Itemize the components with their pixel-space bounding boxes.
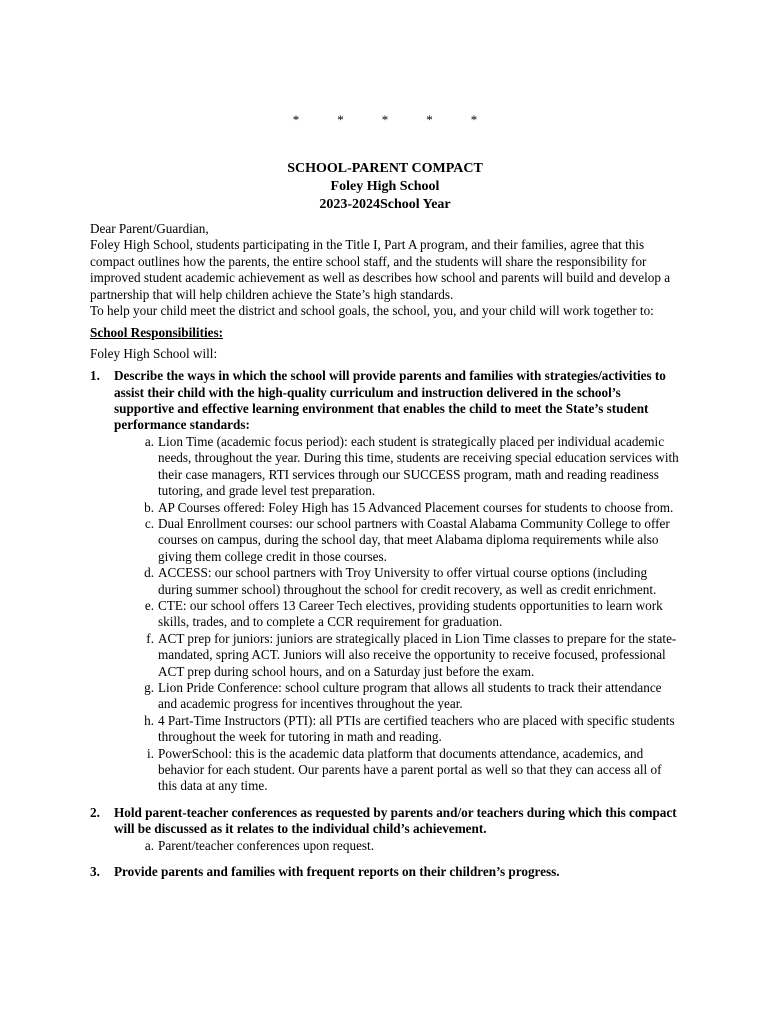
sub-text: Lion Time (academic focus period): each student is strategically placed per individual academic needs, throughout the year. During this time, students are receiving special education services with their case managers, RTI services through our SUCCESS program, math and reading readiness tutoring, and grade level test preparation.	[158, 433, 679, 499]
sub-text: Parent/teacher conferences upon request.	[158, 837, 375, 853]
sub-list	[114, 838, 680, 854]
goals-paragraph: To help your child meet the district and school goals, the school, you, and your child will work together to:	[90, 303, 654, 319]
list-item	[90, 368, 680, 795]
asterisk: *	[381, 112, 389, 127]
sub-item	[114, 500, 680, 516]
asterisk: *	[470, 112, 478, 127]
sub-text: Dual Enrollment courses: our school partners with Coastal Alabama Community College to offer courses on campus, during the school day, that meet Alabama diploma requirements while also giving them college credit in those courses.	[158, 515, 670, 564]
sub-text: ACT prep for juniors: juniors are strategically placed in Lion Time classes to prepare for the state-mandated, spring ACT. Juniors will also receive the opportunity to receive focused, professional ACT prep during school hours, and on a Saturday just before the exam.	[158, 630, 677, 679]
sub-letter: i.	[147, 745, 154, 761]
sub-text: ACCESS: our school partners with Troy University to offer virtual course options (including during summer school) throughout the school for credit recovery, as well as credit enrichment.	[158, 565, 657, 597]
item-heading: Hold parent-teacher conferences as requested by parents and/or teachers during which this compact will be discussed as it relates to the individual child’s achievement.	[114, 804, 677, 837]
sub-letter: g.	[144, 679, 154, 695]
item-number: 3.	[90, 864, 100, 880]
school-name: Foley High School	[330, 179, 440, 194]
sub-item	[114, 516, 680, 565]
sub-letter: a.	[144, 837, 154, 853]
sub-item	[114, 680, 680, 713]
sub-letter: c.	[144, 515, 154, 531]
asterisk: *	[426, 112, 433, 127]
sub-text: PowerSchool: this is the academic data platform that documents attendance, academics, and behavior for each student. Our parents have a parent portal as well so that they can access all of this data at any time.	[158, 745, 662, 794]
item-number: 1.	[90, 368, 100, 384]
sub-item	[114, 838, 680, 854]
asterisk: *	[337, 112, 344, 127]
asterisk: *	[292, 112, 300, 127]
sub-letter: a.	[144, 433, 154, 449]
sub-item	[114, 434, 680, 500]
sub-item	[114, 598, 680, 631]
salutation: Dear Parent/Guardian,	[90, 221, 209, 236]
sub-text: 4 Part-Time Instructors (PTI): all PTIs are certified teachers who are placed with specific students throughout the week for tutoring in math and reading.	[158, 712, 675, 745]
sub-item	[114, 713, 680, 746]
section-lead: Foley High School will:	[90, 345, 218, 361]
sub-list	[114, 434, 680, 795]
sub-item	[114, 631, 680, 680]
document-body	[90, 221, 680, 880]
sub-letter: e.	[144, 597, 154, 613]
school-year: 2023-2024School Year	[319, 197, 451, 212]
list-item	[90, 864, 680, 880]
sub-text: AP Courses offered: Foley High has 15 Advanced Placement courses for students to choose from.	[158, 499, 674, 515]
document-title: SCHOOL-PARENT COMPACT	[287, 161, 483, 176]
sub-letter: b.	[144, 499, 154, 515]
item-number: 2.	[90, 804, 100, 820]
sub-text: Lion Pride Conference: school culture program that allows all students to track their attendance and academic progress for incentives throughout the year.	[158, 679, 662, 712]
responsibilities-list	[90, 368, 680, 880]
sub-letter: f.	[146, 630, 154, 646]
item-heading: Describe the ways in which the school will provide parents and families with strategies/activities to assist their child with the high-quality curriculum and instruction delivered in the school’s supportive and effective learning environment that enables the child to meet the State’s student performance standards:	[114, 368, 666, 433]
document-header	[0, 160, 770, 214]
sub-text: CTE: our school offers 13 Career Tech electives, providing students opportunities to learn work skills, trades, and to complete a CCR requirement for graduation.	[158, 597, 663, 630]
section-title: School Responsibilities:	[90, 325, 223, 341]
list-item	[90, 805, 680, 854]
sub-item	[114, 565, 680, 598]
item-heading: Provide parents and families with frequent reports on their children’s progress.	[114, 864, 560, 880]
sub-letter: h.	[144, 712, 154, 728]
sub-item	[114, 746, 680, 795]
decorative-asterisks	[0, 112, 770, 128]
intro-paragraph: Foley High School, students participating in the Title I, Part A program, and their families, agree that this compact outlines how the parents, the entire school staff, and the students will share the responsibility for improved student academic achievement as well as describes how school and parents will build and develop a partnership that will help children achieve the State’s high standards.	[90, 237, 671, 302]
sub-letter: d.	[144, 565, 154, 581]
